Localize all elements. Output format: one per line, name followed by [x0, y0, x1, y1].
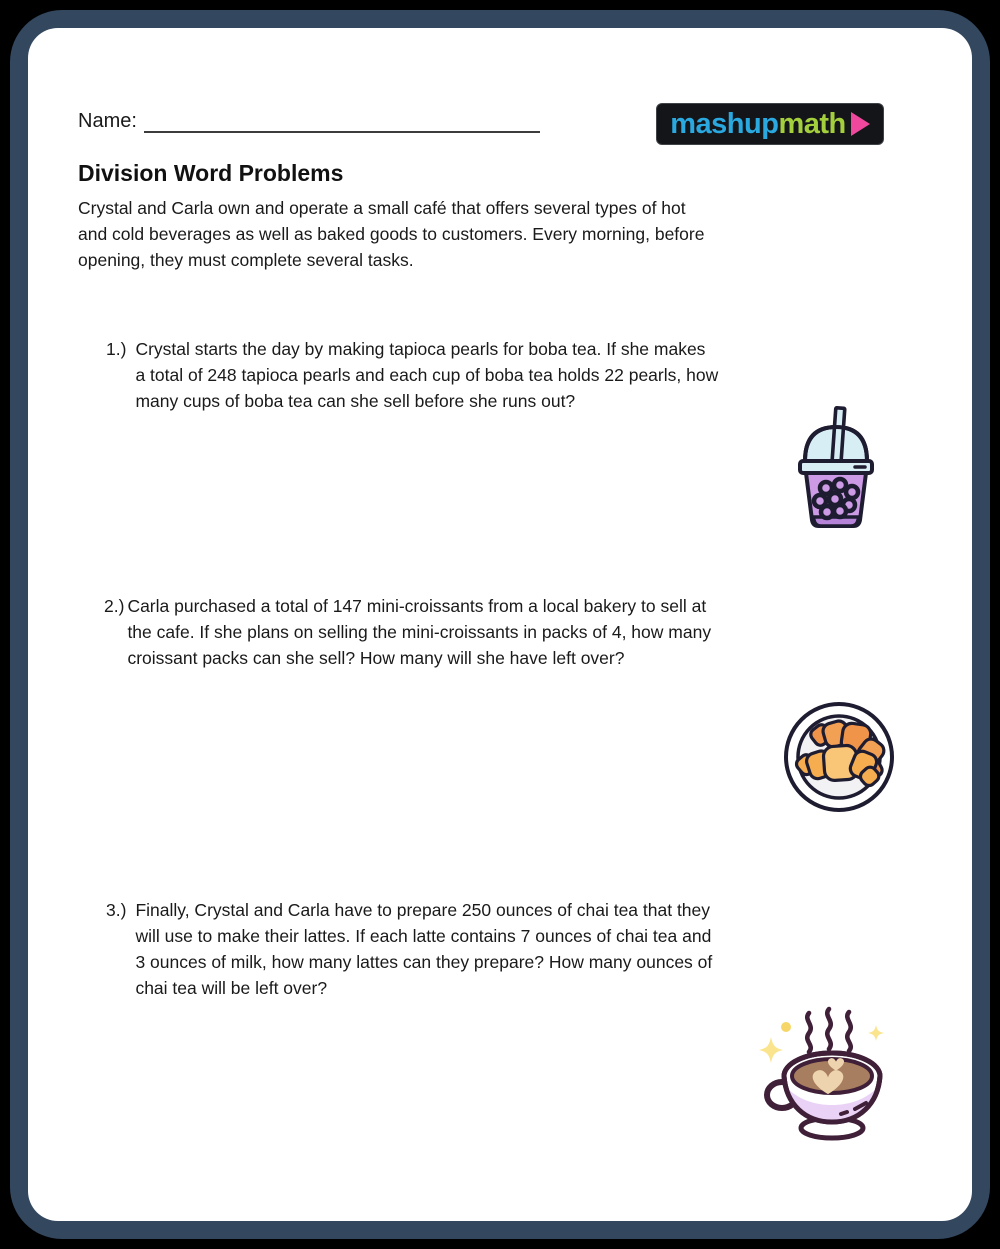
text-line: Crystal and Carla own and operate a small café that offers several types of hot	[78, 198, 686, 218]
sparkle-dot	[781, 1022, 791, 1032]
text-line: opening, they must complete several tasks.	[78, 250, 414, 270]
problem-3-text	[135, 897, 712, 1001]
problem-3	[106, 897, 712, 1001]
text-line: 3 ounces of milk, how many lattes can they prepare? How many ounces of	[135, 952, 713, 972]
text-line: a total of 248 tapioca pearls and each cup of boba tea holds 22 pearls, how	[135, 365, 719, 385]
text-line: Finally, Crystal and Carla have to prepare 250 ounces of chai tea that they	[135, 900, 711, 920]
croissant-plate-icon	[782, 700, 896, 814]
problem-2-text	[127, 593, 711, 671]
problem-3-number: 3.)	[106, 900, 127, 920]
logo-text-mashup: mashup	[670, 107, 779, 140]
steam-lines	[807, 1009, 850, 1052]
text-line: Crystal starts the day by making tapioca pearls for boba tea. If she makes	[135, 339, 706, 359]
intro-paragraph	[78, 195, 704, 273]
problem-1-text	[135, 336, 718, 414]
sparkle-star-right	[868, 1025, 884, 1041]
worksheet-page	[28, 28, 972, 1221]
name-row	[78, 110, 540, 133]
text-line: many cups of boba tea can she sell before she runs out?	[135, 391, 576, 411]
name-label: Name:	[78, 110, 137, 132]
text-line: will use to make their lattes. If each latte contains 7 ounces of chai tea and	[135, 926, 712, 946]
page-title: Division Word Problems	[78, 160, 344, 186]
problem-1	[106, 336, 718, 414]
problem-2-number: 2.)	[104, 596, 125, 616]
name-blank-line	[144, 111, 540, 133]
text-line: and cold beverages as well as baked goods to customers. Every morning, before	[78, 224, 705, 244]
text-line: chai tea will be left over?	[135, 978, 328, 998]
logo-text-math: math	[778, 107, 846, 140]
text-line: the cafe. If she plans on selling the mini-croissants in packs of 4, how many	[127, 622, 712, 642]
chai-latte-icon	[756, 999, 908, 1156]
problem-1-number: 1.)	[106, 339, 127, 359]
mashupmath-logo	[656, 103, 884, 145]
boba-tea-icon	[793, 406, 879, 530]
text-line: Carla purchased a total of 147 mini-croissants from a local bakery to sell at	[127, 596, 707, 616]
problem-2	[104, 593, 711, 671]
text-line: croissant packs can she sell? How many will she have left over?	[127, 648, 625, 668]
sparkle-star-left	[759, 1037, 783, 1063]
play-triangle-icon	[851, 112, 870, 136]
